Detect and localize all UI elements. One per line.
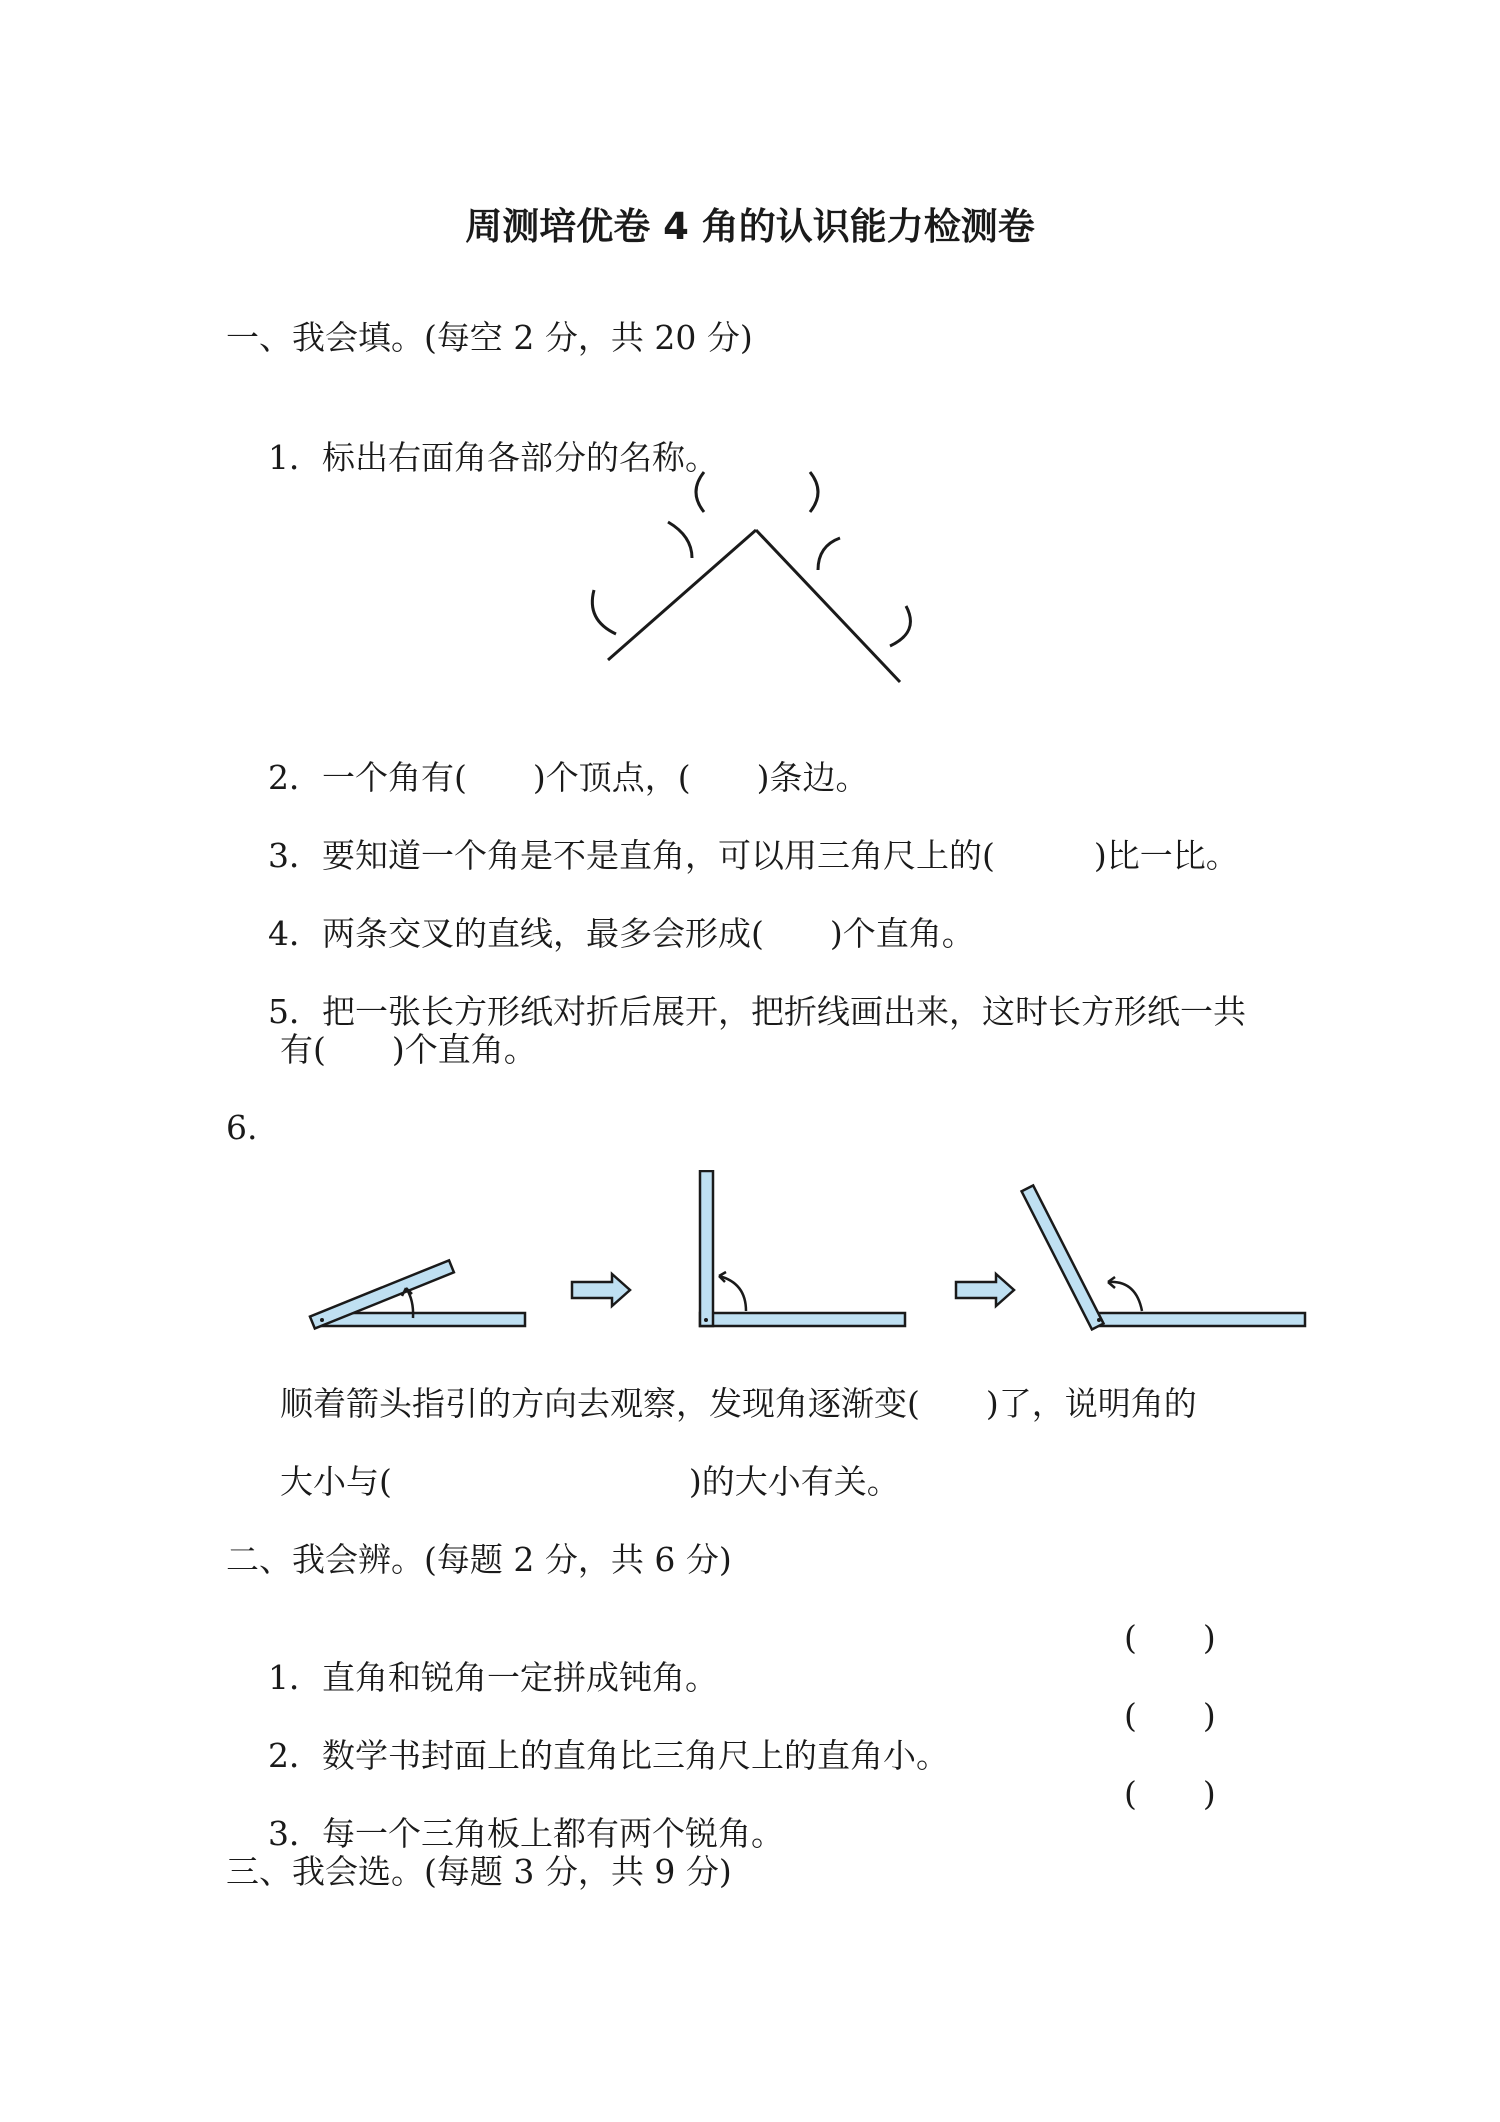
paren-side-right: [890, 606, 910, 646]
question-6-number: 6.: [226, 1108, 258, 1147]
paren-angle-left: [668, 522, 692, 558]
question-text: 一个角有( )个顶点，( )条边。: [321, 757, 869, 797]
page-title: 周测培优卷 4 角的认识能力检测卷: [465, 205, 1035, 248]
question-text: 数学书封面上的直角比三角尺上的直角小。: [321, 1735, 949, 1775]
question-number: 1．: [267, 437, 322, 477]
question-number: 4．: [267, 913, 322, 953]
angle-ray-right: [756, 530, 900, 682]
ruler-sequence: [300, 1170, 1320, 1350]
section1-heading: 一、我会填。(每空 2 分，共 20 分): [226, 318, 753, 357]
question-number: 3．: [267, 1813, 322, 1853]
question-text-line1: 把一张长方形纸对折后展开，把折线画出来，这时长方形纸一共: [321, 991, 1246, 1031]
question-number: 2．: [267, 1735, 322, 1775]
question-number: 1．: [267, 1657, 322, 1697]
paren-vertex-right: [810, 472, 818, 512]
paren-side-left: [592, 590, 616, 634]
paren-angle-right: [818, 538, 840, 570]
arrow-right-icon: [956, 1274, 1014, 1306]
question-6-line2: 大小与( )的大小有关。: [280, 1462, 900, 1501]
answer-blank[interactable]: ( ): [1124, 1696, 1216, 1735]
question-number: 2．: [267, 757, 322, 797]
ruler-stage-small-angle: [310, 1260, 525, 1328]
answer-blank[interactable]: ( ): [1124, 1618, 1216, 1657]
question-6-line1: 顺着箭头指引的方向去观察，发现角逐渐变( )了，说明角的: [280, 1384, 1197, 1423]
question-text: 直角和锐角一定拼成钝角。: [321, 1657, 718, 1697]
question-5-line2: 有( )个直角。: [280, 1030, 537, 1069]
section2-heading: 二、我会辨。(每题 2 分，共 6 分): [226, 1540, 732, 1579]
question-text: 每一个三角板上都有两个锐角。: [321, 1813, 784, 1853]
ruler-stage-right-angle: [700, 1171, 905, 1326]
section3-heading: 三、我会选。(每题 3 分，共 9 分): [226, 1852, 732, 1891]
question-text: 标出右面角各部分的名称。: [321, 437, 718, 477]
ruler-stage-obtuse-angle: [1022, 1185, 1305, 1329]
question-text: 两条交叉的直线，最多会形成( )个直角。: [321, 913, 975, 953]
question-number: 3．: [267, 835, 322, 875]
angle-ray-left: [608, 530, 756, 660]
angle-figure: [570, 460, 930, 690]
question-text: 要知道一个角是不是直角，可以用三角尺上的( )比一比。: [321, 835, 1239, 875]
answer-blank[interactable]: ( ): [1124, 1774, 1216, 1813]
arrow-right-icon: [572, 1274, 630, 1306]
question-number: 5．: [267, 991, 322, 1031]
paren-vertex-left: [696, 472, 704, 512]
